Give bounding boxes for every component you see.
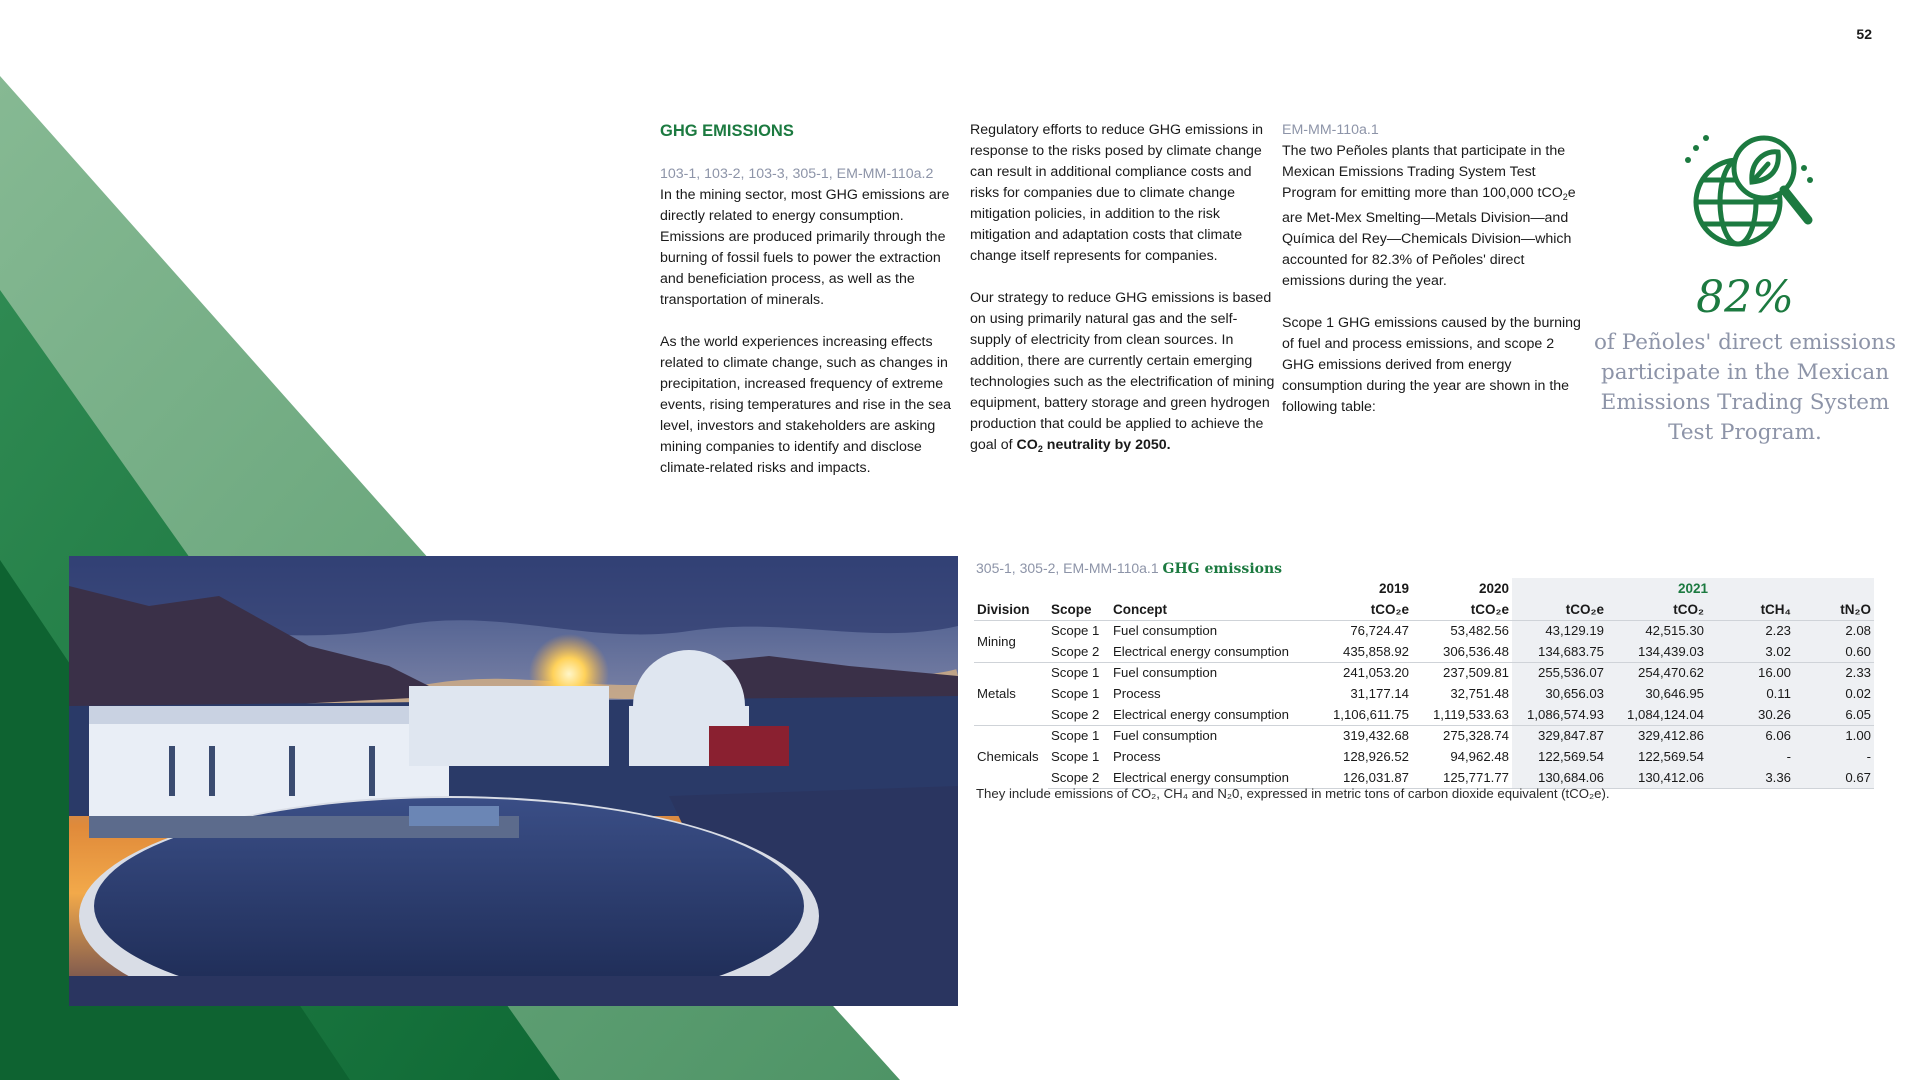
table-reference-codes: 305-1, 305-2, EM-MM-110a.1 bbox=[976, 560, 1159, 576]
sasb-reference-code: EM-MM-110a.1 bbox=[1282, 122, 1379, 138]
strategy-column bbox=[970, 120, 1276, 460]
table-row: Scope 2 Electrical energy consumption 1,106,611.75 1,119,533.63 1,086,574.93 1,084,124.04 30.26 6.05 bbox=[974, 704, 1874, 725]
division-metals: Metals bbox=[974, 662, 1048, 725]
paragraph: As the world experiences increasing effects related to climate change, such as changes in precipitation, increased frequency of extreme events, rising temperatures and rise in the sea level, investors and stakeholders are asking mining companies to identify and disclose climate-related risks and impacts. bbox=[660, 334, 951, 476]
paragraph-text: Our strategy to reduce GHG emissions is based on using primarily natural gas and the self-supply of electricity from clean sources. In addition, there are currently certain emerging technologies such as the electrification of mining equipment, battery storage and green hydrogen production that could be applied to achieve the goal of bbox=[970, 290, 1275, 453]
paragraph: Scope 1 GHG emissions caused by the burning of fuel and process emissions, and scope 2 GHG emissions derived from energy consumption during the year are shown in the following table: bbox=[1282, 315, 1581, 415]
header-2021-co2e: tCO₂e bbox=[1512, 599, 1607, 620]
header-2021-n2o: tN₂O bbox=[1794, 599, 1874, 620]
trading-system-column bbox=[1282, 120, 1588, 418]
year-2020: 2020 bbox=[1478, 581, 1509, 596]
paragraph: Regulatory efforts to reduce GHG emissions in response to the risks posed by climate change can result in additional compliance costs and risks for companies due to climate change mitigation policies, in addition to the risk mitigation and adaptation costs that climate change itself represents for companies. bbox=[970, 122, 1264, 264]
table-footnote: They include emissions of CO₂, CH₄ and N₂0, expressed in metric tons of carbon dioxide equivalent (tCO₂e). bbox=[976, 786, 1610, 801]
neutrality-goal: $CO_2$ neutrality by 2050. bbox=[1016, 437, 1171, 454]
intro-column bbox=[660, 120, 956, 479]
division-mining: Mining bbox=[974, 620, 1048, 662]
header-concept: Concept bbox=[1110, 599, 1315, 620]
table-row: Scope 1 Process 31,177.14 32,751.48 30,656.03 30,646.95 0.11 0.02 bbox=[974, 683, 1874, 704]
year-2021: 2021 bbox=[1512, 578, 1874, 599]
header-scope: Scope bbox=[1048, 599, 1110, 620]
division-chemicals: Chemicals bbox=[974, 725, 1048, 788]
header-division: Division bbox=[974, 599, 1048, 620]
year-2019: 2019 bbox=[1378, 581, 1409, 596]
paragraph: In the mining sector, most GHG emissions are directly related to energy consumption. Emissions are produced primarily through the burning of fossil fuels to power the extraction and beneficiation process, as well as the transportation of minerals. bbox=[660, 187, 950, 308]
ghg-emissions-table bbox=[974, 578, 1874, 789]
header-2021-co2: tCO₂ bbox=[1607, 599, 1707, 620]
highlight-percentage: 82% bbox=[1696, 272, 1794, 323]
table-row: Chemicals Scope 1 Fuel consumption 319,432.68 275,328.74 329,847.87 329,412.86 6.06 1.00 bbox=[974, 725, 1874, 746]
table-row: Metals Scope 1 Fuel consumption 241,053.20 237,509.81 255,536.07 254,470.62 16.00 2.33 bbox=[974, 662, 1874, 683]
plant-sunset-photo bbox=[69, 556, 958, 1006]
table-caption bbox=[976, 558, 1282, 579]
year-header-row bbox=[974, 578, 1874, 599]
header-2021-ch4: tCH₄ bbox=[1707, 599, 1794, 620]
table-row: Mining Scope 1 Fuel consumption 76,724.47 53,482.56 43,129.19 42,515.30 2.23 2.08 bbox=[974, 620, 1874, 641]
table-row: Scope 1 Process 128,926.52 94,962.48 122,569.54 122,569.54 - - bbox=[974, 746, 1874, 767]
page-number: 52 bbox=[1856, 26, 1872, 42]
highlight-caption: of Peñoles' direct emissions participate in the Mexican Emissions Trading System Test Program. bbox=[1593, 330, 1897, 445]
paragraph bbox=[970, 288, 1276, 460]
gri-reference-codes: 103-1, 103-2, 103-3, 305-1, EM-MM-110a.2 bbox=[660, 166, 934, 182]
globe-leaf-magnifier-icon bbox=[1676, 120, 1816, 260]
column-header-row bbox=[974, 599, 1874, 620]
header-2019-unit: tCO₂e bbox=[1315, 599, 1412, 620]
section-heading: GHG EMISSIONS bbox=[660, 122, 794, 140]
table-row: Scope 2 Electrical energy consumption 126,031.87 125,771.77 130,684.06 130,412.06 3.36 0.67 bbox=[974, 767, 1874, 788]
paragraph: The two Peñoles plants that participate in the Mexican Emissions Trading System Test Program for emitting more than 100,000 tCO$_2$e are Met-Mex Smelting—Metals Division—and Química del Rey—Chemicals Division—which accounted for 82.3% of Peñoles' direct emissions during the year. bbox=[1282, 143, 1576, 289]
table-title: GHG emissions bbox=[1162, 561, 1283, 577]
table-row: Scope 2 Electrical energy consumption 435,858.92 306,536.48 134,683.75 134,439.03 3.02 0.60 bbox=[974, 641, 1874, 662]
header-2020-unit: tCO₂e bbox=[1412, 599, 1512, 620]
